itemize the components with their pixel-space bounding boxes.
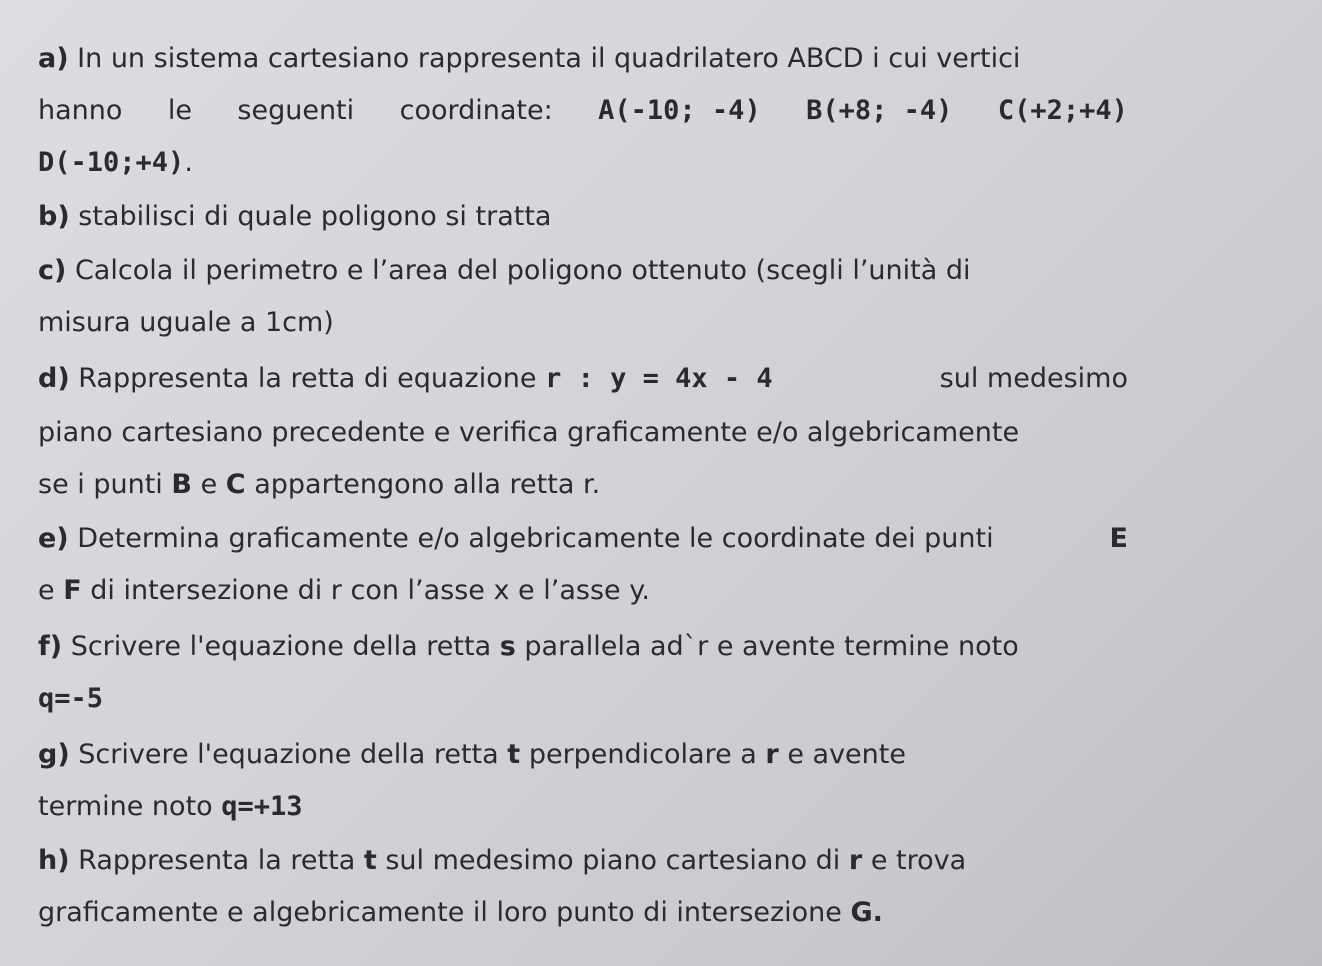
item-d-text-1b: sul medesimo — [939, 363, 1128, 394]
item-d-and: e — [200, 469, 218, 500]
item-d-text-3b: appartengono alla retta r. — [254, 469, 601, 500]
line-t-ref: t — [363, 845, 377, 876]
item-c-letter: c) — [38, 255, 67, 286]
item-c-line1 — [38, 254, 1128, 288]
item-h-text-1b: sul medesimo piano cartesiano di — [385, 845, 841, 876]
item-d-text-2: piano cartesiano precedente e verifica graficamente e/o algebricamente — [38, 417, 1020, 448]
item-b-line1 — [38, 200, 551, 234]
item-a-line1 — [38, 42, 1128, 76]
item-b-text: stabilisci di quale poligono si tratta — [78, 201, 552, 232]
equation-r: r : y = 4x - 4 — [545, 363, 773, 394]
item-a-word: hanno — [38, 95, 123, 126]
item-a-line2 — [38, 94, 1128, 128]
item-a-letter: a) — [38, 43, 69, 74]
item-h-letter: h) — [38, 845, 70, 876]
item-b-letter: b) — [38, 201, 70, 232]
item-a-word: seguenti — [237, 95, 355, 126]
item-h-text-1c: e trova — [870, 845, 967, 876]
item-d-line2 — [38, 416, 1128, 450]
intercept-t: q=+13 — [221, 791, 303, 822]
line-r-ref: r — [848, 845, 863, 876]
item-h-line1 — [38, 844, 1128, 878]
item-d-text-3a: se i punti — [38, 469, 163, 500]
point-a: A(-10; -4) — [598, 95, 761, 126]
item-g-line1 — [38, 738, 1128, 772]
item-d-text-1: Rappresenta la retta di equazione — [78, 363, 537, 394]
item-e-line2 — [38, 574, 650, 608]
item-h-line2 — [38, 896, 883, 930]
item-g-text-1b: perpendicolare a — [528, 739, 757, 770]
item-a-word: coordinate: — [399, 95, 553, 126]
item-g-text-1a: Scrivere l'equazione della retta — [78, 739, 499, 770]
item-a-word: le — [167, 95, 192, 126]
point-c-ref: C — [225, 469, 246, 500]
item-e-text-2a: e — [38, 575, 55, 606]
item-f-text-1b: parallela ad`r e avente termine noto — [524, 631, 1019, 662]
point-b-ref: B — [171, 469, 192, 500]
item-d-letter: d) — [38, 363, 70, 394]
item-g-text-1c: e avente — [787, 739, 906, 770]
line-r-ref: r — [765, 739, 779, 770]
point-d: D(-10;+4) — [38, 147, 185, 178]
item-f-line2 — [38, 682, 103, 716]
item-f-line1 — [38, 630, 1128, 664]
point-c: C(+2;+4) — [997, 95, 1128, 126]
item-h-text-2: graficamente e algebricamente il loro punto di intersezione — [38, 897, 842, 928]
point-b: B(+8; -4) — [806, 95, 953, 126]
item-f-text-1a: Scrivere l'equazione della retta — [70, 631, 492, 662]
item-a-text-1: In un sistema cartesiano rappresenta il quadrilatero ABCD i cui vertici — [77, 43, 1021, 74]
item-e-text-1: Determina graficamente e/o algebricamente le coordinate dei punti — [77, 523, 994, 554]
item-c-text-1: Calcola il perimetro e l’area del poligono ottenuto (scegli l’unità di — [74, 255, 971, 286]
point-g-ref: G. — [850, 897, 883, 928]
item-g-line2 — [38, 790, 303, 824]
point-e-ref: E — [1109, 523, 1128, 554]
item-e-line1 — [38, 522, 1128, 556]
point-f-ref: F — [63, 575, 82, 606]
item-e-text-2b: di intersezione di r con l’asse x e l’asse y. — [90, 575, 650, 606]
item-a-period: . — [184, 147, 193, 178]
line-s-ref: s — [499, 631, 516, 662]
item-d-line1 — [38, 362, 1128, 396]
item-a-line3 — [38, 146, 193, 180]
item-c-line2 — [38, 306, 334, 340]
item-g-text-2: termine noto — [38, 791, 213, 822]
line-t-ref: t — [507, 739, 521, 770]
item-h-text-1a: Rappresenta la retta — [78, 845, 356, 876]
intercept-s: q=-5 — [38, 683, 104, 714]
item-c-text-2: misura uguale a 1cm) — [38, 307, 334, 338]
item-e-letter: e) — [38, 523, 69, 554]
item-f-letter: f) — [38, 631, 63, 662]
item-d-line3 — [38, 468, 600, 502]
item-g-letter: g) — [38, 739, 70, 770]
